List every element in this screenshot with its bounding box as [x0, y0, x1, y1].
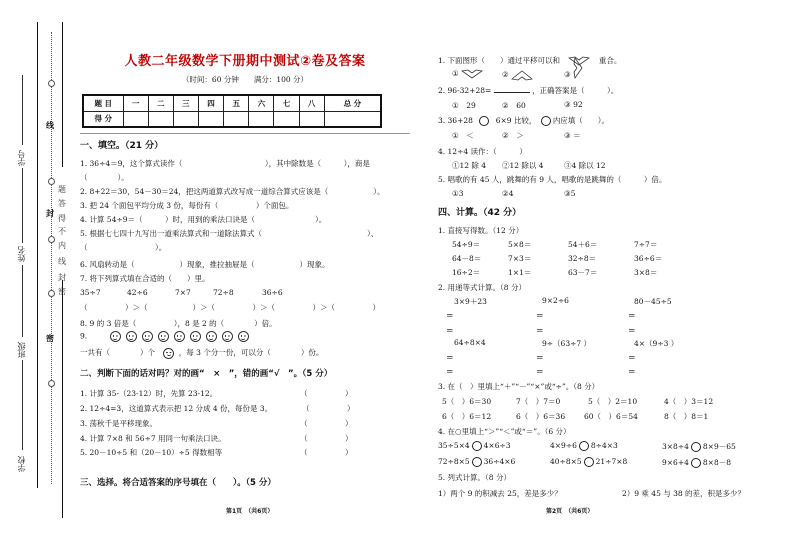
q9-text-b: ，每 3 个分一份，可以分（ ）份。 [178, 348, 324, 357]
operator-fill-item[interactable]: 6（ ）6＝36 [516, 412, 566, 421]
compare-circle-icon[interactable] [691, 442, 701, 452]
score-cell[interactable] [274, 111, 299, 127]
section-1-heading: 一、填空。（21 分） [80, 141, 164, 151]
shape-option-1-icon [461, 69, 483, 79]
margin-warning-char: 不 [58, 227, 66, 236]
compare-circle-icon [479, 116, 489, 126]
judge-q4: 4. 计算 7×8 和 56÷7 用同一句乘法口诀。 [80, 434, 226, 443]
score-header-cell: 二 [148, 95, 173, 111]
margin-warning-char: 线 [58, 257, 66, 266]
choice-q5-option-2[interactable]: ②4 [502, 189, 514, 198]
stepwise-expr: 4×（9÷3 ） [634, 339, 679, 348]
q9-label: 9. [80, 331, 88, 341]
equals-sign: ＝ [536, 367, 544, 376]
judge-q3-blank[interactable]: （ ） [300, 419, 353, 428]
fill-q6: 6. 风扇转动是（ ）现象，推拉抽屉是（ ）现象。 [80, 260, 330, 269]
oral-calc-item: 32÷8＝ [568, 254, 597, 263]
shape-option-3-icon [573, 57, 583, 81]
calc-sub3-label: 3. 在（ ）里填上“＋”“－”“×”或“÷”。（8 分） [438, 382, 600, 391]
oral-calc-item: 16÷2＝ [452, 268, 481, 277]
judge-q2-blank[interactable]: （ ） [302, 404, 355, 413]
smiley-icon [174, 331, 185, 342]
score-header-cell: 五 [224, 95, 249, 111]
section-4-heading: 四、计算。（42 分） [438, 208, 522, 218]
operator-fill-item[interactable]: 5（ ）2＝10 [588, 397, 638, 406]
compare-right: 8÷4×3 [590, 441, 618, 450]
score-header-cell: 一 [123, 95, 148, 111]
score-cell[interactable] [324, 111, 381, 127]
score-cell[interactable] [173, 111, 198, 127]
score-cell[interactable] [148, 111, 173, 127]
score-cell[interactable] [224, 111, 249, 127]
seal-circle [48, 178, 55, 185]
score-header-cell: 三 [173, 95, 198, 111]
stepwise-expr: 9×2÷6 [542, 296, 569, 305]
equals-sign: ＝ [536, 353, 544, 362]
choice-q4: 4. 12÷4 读作：（ ） [438, 147, 527, 156]
margin-inner-line-top [62, 22, 63, 167]
stepwise-expr: 3×9＋23 [454, 297, 487, 306]
page-1-body [80, 134, 410, 549]
word-problem-1: 1）两个 9 的积减去 25，差是多少？ [438, 489, 562, 498]
compare-left: 72÷8×5 [438, 457, 470, 466]
choice-q2-option-2[interactable]: ② 60 [502, 101, 526, 110]
compare-left: 3×8÷4 [662, 442, 689, 451]
fill-q9 [80, 331, 254, 342]
equals-sign: ＝ [628, 326, 636, 335]
compare-left: 40÷8×5 [550, 457, 582, 466]
smiley-icon [190, 331, 201, 342]
student-id-blank[interactable] [22, 75, 23, 145]
seal-char-feng: 封 [46, 209, 54, 218]
fill-q1-cont: （ ）。 [80, 173, 129, 182]
fill-q1: 1. 36÷4＝9，这个算式读作（ ），其中除数是（ ），商是 [80, 159, 370, 168]
choice-q2-text-b: ，正确答案是（ ）。 [532, 86, 619, 95]
score-cell[interactable] [249, 111, 274, 127]
compare-right: 8×8－8 [702, 458, 731, 467]
smiley-icon [110, 331, 121, 342]
compare-circle-icon[interactable] [579, 441, 589, 451]
option-label: ② [502, 70, 509, 79]
score-header-cell: 总 分 [324, 95, 381, 111]
section-3-heading: 三、选择。将合适答案的序号填在（ ）。（5 分） [80, 478, 276, 488]
score-header-cell: 四 [198, 95, 223, 111]
fill-q5: 5. 根据七七四十九写出一道乘法算式和一道除法算式（ ）、 [80, 229, 379, 238]
word-problem-2: 2）9 乘 45 与 38 的差，积是多少？ [622, 489, 746, 498]
score-table [82, 94, 382, 128]
choice-q3-text-a: 3. 36+28 [438, 116, 473, 125]
smiley-icon [142, 331, 153, 342]
smiley-icon [126, 331, 137, 342]
choice-q3-text-b: 6×9 比较， [495, 116, 537, 125]
judge-q3: 3. 荡秋千是平移现象。 [80, 419, 158, 428]
judge-q5-blank[interactable]: （ ） [300, 448, 353, 457]
compare-circle-icon[interactable] [691, 458, 701, 468]
score-table-score-row [83, 111, 381, 127]
smiley-icon [238, 331, 249, 342]
operator-fill-item[interactable]: 6（ ）6＝12 [442, 412, 492, 421]
choice-q4-option-2[interactable]: ②12 除以 4 [502, 161, 544, 170]
score-table-header-row [83, 95, 381, 111]
oral-calc-item: 54÷9＝ [452, 240, 481, 249]
compare-circle-icon[interactable] [472, 441, 482, 451]
compare-circle-icon [541, 116, 551, 126]
compare-item[interactable] [662, 457, 731, 468]
fill-q5-cont: （ ）。 [80, 243, 167, 252]
score-header-cell: 八 [299, 95, 324, 111]
fill-q3: 3. 把 24 个面包平均分成 3 份，每份有（ ）个面包。 [80, 201, 294, 210]
choice-q3-option-3[interactable]: ③ ＝ [564, 131, 581, 140]
compare-left: 4×9÷6 [550, 441, 577, 450]
equals-sign: ＝ [446, 326, 454, 335]
binding-margin [0, 0, 75, 549]
operator-fill-item[interactable]: 60（ ）6＝54 [584, 412, 638, 421]
compare-item[interactable] [662, 441, 736, 452]
compare-right: 4×6÷3 [483, 441, 511, 450]
option-label: ③ [564, 70, 571, 79]
choice-q4-option-1[interactable]: ①12 除 4 [452, 161, 487, 170]
oral-calc-item: 1×1＝ [508, 268, 532, 277]
choice-q5-option-3[interactable]: ③5 [564, 189, 576, 198]
fill-q4: 4. 计算 54÷9＝（ ）时，用到的乘法口诀是（ ）。 [80, 215, 327, 224]
margin-warning-char: 答 [58, 199, 66, 208]
choice-q1-option-3[interactable] [564, 69, 583, 81]
q7-expr: 36÷6 [262, 288, 283, 297]
stepwise-expr: 9÷（63÷7 ） [542, 339, 592, 348]
oral-calc-item: 54＋6＝ [568, 240, 598, 249]
margin-warning-char: 内 [58, 241, 66, 250]
choice-q1-text: 1. 下面图形（ ）通过平移可以和 [438, 56, 561, 65]
score-header-cell: 六 [249, 95, 274, 111]
compare-item[interactable] [550, 441, 618, 451]
seal-circle [48, 290, 55, 297]
oral-calc-item: 63－7＝ [568, 268, 598, 277]
exam-title: 人教二年级数学下册期中测试②卷及答案 [124, 54, 366, 69]
q7-expr: 42÷6 [127, 288, 148, 297]
calc-sub1-label: 1. 直接写得数。（12 分） [438, 226, 524, 235]
compare-item[interactable] [550, 457, 627, 467]
operator-fill-item[interactable]: 5（ ）6＝30 [442, 397, 492, 406]
choice-q2-option-3[interactable]: ③ 92 [564, 100, 583, 109]
operator-fill-item[interactable]: 7（ ）7＝0 [516, 397, 561, 406]
oral-calc-item: 7÷7＝ [634, 240, 658, 249]
oral-calc-item: 3×8＝ [634, 268, 658, 277]
section-2-heading: 二、判断下面的话对吗？对的画“ × ”，错的画“√ ”。（5 分） [80, 369, 333, 379]
choice-q2-option-1[interactable]: ① 29 [452, 101, 476, 110]
answer-underline[interactable] [494, 85, 530, 93]
choice-q1 [438, 55, 621, 66]
equals-sign: ＝ [628, 311, 636, 320]
page-2-footer: 第2页 （共6页） [546, 508, 594, 515]
fill-q2: 2. 8+22＝30，54－30＝24，把这两道算式改写成一道综合算式应该是（ ）。 [80, 187, 385, 196]
compare-right: 21÷7×8 [595, 457, 628, 466]
equals-sign: ＝ [446, 353, 454, 362]
operator-fill-item[interactable]: 8（ ）8＝1 [664, 412, 709, 421]
seal-circle [48, 380, 55, 387]
operator-fill-item[interactable]: 4（ ）3＝12 [664, 397, 714, 406]
equals-sign: ＝ [536, 326, 544, 335]
class-label: 班级 [17, 342, 26, 358]
choice-q5-option-1[interactable]: ①3 [452, 189, 464, 198]
equals-sign: ＝ [536, 311, 544, 320]
school-label: 学校 [17, 456, 26, 472]
choice-q3-text-c: 内应填（ ）。 [552, 116, 610, 125]
class-blank[interactable] [22, 265, 23, 337]
margin-warning-char: 得 [58, 214, 66, 223]
score-header-cell: 题 目 [83, 95, 123, 111]
score-cell[interactable] [198, 111, 223, 127]
fill-q9-text [80, 347, 323, 359]
shape-option-2-icon [511, 69, 533, 81]
smiley-icon [158, 331, 169, 342]
equals-sign: ＝ [446, 367, 454, 376]
dotted-seal-line [51, 32, 52, 484]
judge-q4-blank[interactable]: （ ） [300, 434, 353, 443]
equals-sign: ＝ [446, 311, 454, 320]
choice-q3-option-2[interactable]: ② ＞ [502, 131, 524, 140]
stepwise-expr: 80－45÷5 [634, 297, 672, 306]
choice-q1-option-1[interactable] [452, 69, 483, 79]
compare-circle-icon[interactable] [584, 457, 594, 467]
score-row-label: 得 分 [83, 111, 123, 127]
choice-q5: 5. 唱歌的有 45 人，跳舞的有 9 人，唱歌的是跳舞的（ ）倍。 [438, 175, 667, 184]
calc-sub4-label: 4. 在○里填上“＞”“＜”或“＝”。（6 分） [438, 427, 571, 436]
compare-right: 8×9－65 [702, 442, 736, 451]
margin-inner-line-bottom [62, 280, 63, 518]
equals-sign: ＝ [628, 353, 636, 362]
page-1-footer: 第1页 （共6页） [226, 508, 274, 515]
page-2-body [438, 50, 788, 510]
choice-q4-option-3[interactable]: ③4 除以 12 [564, 161, 606, 170]
compare-right: 36÷4×6 [483, 457, 516, 466]
oral-calc-item: 64－8＝ [452, 254, 482, 263]
option-label: ① [452, 69, 459, 78]
calc-sub2-label: 2. 用递等式计算。（8 分） [438, 283, 526, 292]
judge-q2: 2. 12÷4=3，这道算式表示把 12 分成 4 份，每份是 3。 [80, 404, 273, 413]
name-label: 姓名 [17, 246, 26, 262]
equals-sign: ＝ [628, 367, 636, 376]
choice-q3-option-1[interactable]: ① ＜ [452, 131, 474, 140]
compare-item[interactable] [438, 441, 511, 451]
q7-expr: 72÷8 [213, 288, 234, 297]
q7-expr: 35÷7 [80, 288, 101, 297]
fill-q8: 8. 9 的 3 倍是（ ），8 是 2 的（ ）倍。 [80, 319, 277, 328]
name-blank[interactable] [22, 168, 23, 243]
choice-q1-tail: 重合。 [598, 56, 622, 65]
compare-item[interactable] [438, 457, 515, 467]
stepwise-expr: 64÷8×4 [454, 338, 486, 347]
judge-q1-blank[interactable]: （ ） [300, 389, 353, 398]
smiley-icon [163, 348, 174, 359]
calc-sub5-label: 5. 列式计算。（8 分） [438, 473, 511, 482]
score-cell[interactable] [299, 111, 324, 127]
fill-q7: 7. 将下列算式填在合适的（ ）里。 [80, 274, 210, 283]
oral-calc-item: 36÷6＝ [634, 254, 663, 263]
choice-q2-text-a: 2. 96-32+28= [438, 86, 492, 95]
seal-char-xian: 线 [46, 121, 54, 130]
school-blank[interactable] [22, 360, 23, 450]
seal-char-mi: 密 [46, 334, 54, 343]
oral-calc-item: 5×8＝ [508, 240, 532, 249]
seal-circle [48, 236, 55, 243]
margin-warning-char: 密 [58, 287, 66, 296]
compare-left: 35÷5×4 [438, 441, 470, 450]
judge-q1: 1. 计算 35-（23-12）时，先算 23-12。 [80, 389, 218, 398]
q9-text-a: 一共有（ ）个 [80, 348, 155, 357]
smiley-icon [222, 331, 233, 342]
choice-q3 [438, 115, 609, 126]
q7-expr: 7×7 [175, 288, 191, 297]
exam-subtitle: （时间：60 分钟 满分：100 分） [181, 75, 309, 84]
judge-q5: 5. 20－10÷5 和（20－10）÷5 得数相等 [80, 448, 223, 457]
page-1 [80, 50, 410, 549]
margin-warning-char: 题 [58, 185, 66, 194]
choice-q1-option-2[interactable] [502, 69, 533, 81]
choice-q2 [438, 85, 618, 96]
seal-circle [48, 80, 55, 87]
q7-compare-blanks: （ ）＞（ ）＞（ ）＞（ ）＞（ ） [80, 303, 380, 312]
compare-circle-icon[interactable] [472, 457, 482, 467]
smiley-icon [206, 331, 217, 342]
page-2 [438, 50, 788, 510]
oral-calc-item: 7×3＝ [508, 254, 532, 263]
margin-outer-line [37, 22, 38, 488]
margin-warning-char: 封 [58, 273, 66, 282]
score-cell[interactable] [123, 111, 148, 127]
compare-left: 9×6+4 [662, 458, 689, 467]
student-id-label: 学号 [17, 150, 26, 166]
score-header-cell: 七 [274, 95, 299, 111]
